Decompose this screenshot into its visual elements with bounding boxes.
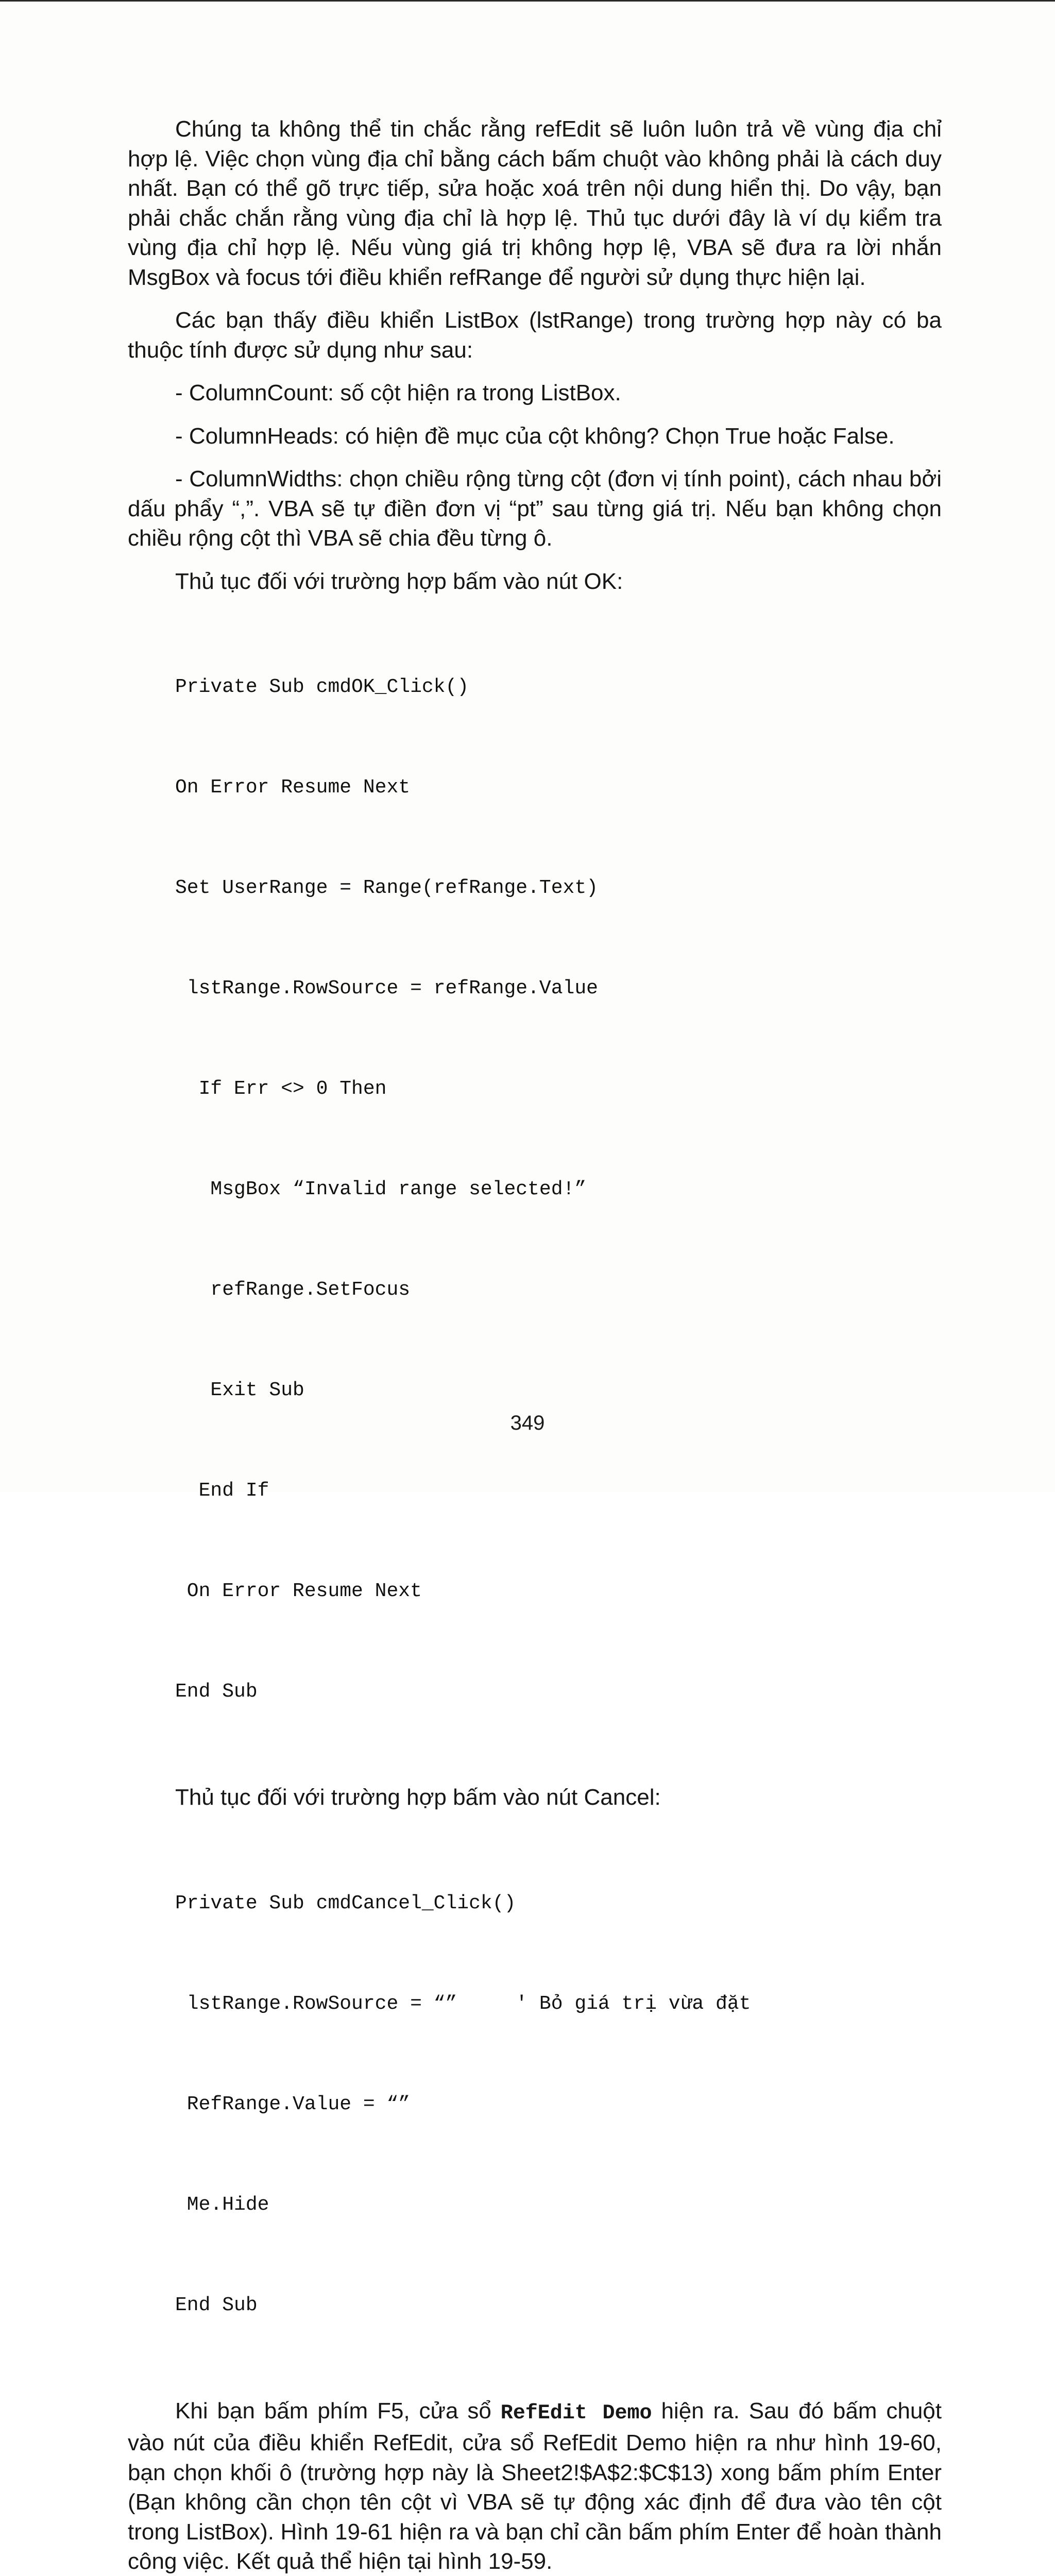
code-line: Private Sub cmdCancel_Click() [175,1887,942,1920]
code-line: End Sub [175,2289,942,2322]
paragraph-listbox-properties: Các bạn thấy điều khiển ListBox (lstRange) trong trường hợp này có ba thuộc tính được sử dụng như sau: [128,306,942,365]
list-item-columncount: - ColumnCount: số cột hiện ra trong ListBox. [128,378,942,408]
code-block-ok [175,603,942,1775]
paragraph-f5-instructions [128,2396,942,2576]
code-line: End If [175,1474,942,1507]
code-line: RefRange.Value = “” [175,2088,942,2121]
code-line: lstRange.RowSource = “” ' Bỏ giá trị vừa đặt [175,1987,942,2021]
paragraph-text: hiện ra. Sau đó bấm chuột vào nút của điều khiển RefEdit, cửa sổ RefEdit Demo hiện ra như hình 19-60, bạn chọn khối ô (trường hợp này là Sheet2!$A$2:$C$13) xong bấm phím Enter (Bạn không cần chọn tên cột vì VBA sẽ tự động xác định để đưa vào tên cột trong ListBox). Hình 19-61 hiện ra và bạn chỉ cần bấm phím Enter để hoàn thành công việc. Kết quả thể hiện tại hình 19-59. [128,2398,942,2574]
code-line: lstRange.RowSource = refRange.Value [175,972,942,1005]
top-border-line [0,0,1055,2]
paragraph-refedit-validation: Chúng ta không thể tin chắc rằng refEdit sẽ luôn luôn trả về vùng địa chỉ hợp lệ. Việc chọn vùng địa chỉ bằng cách bấm chuột vào không phải là cách duy nhất. Bạn có thể gõ trực tiếp, sửa hoặc xoá trên nội dung hiển thị. Do vậy, bạn phải chắc chắn rằng vùng địa chỉ là hợp lệ. Thủ tục dưới đây là ví dụ kiểm tra vùng địa chỉ hợp lệ. Nếu vùng giá trị không hợp lệ, VBA sẽ đưa ra lời nhắn MsgBox và focus tới điều khiển refRange để người sử dụng thực hiện lại. [128,114,942,292]
code-block-cancel [175,1820,942,2389]
heading-ok-procedure: Thủ tục đối với trường hợp bấm vào nút OK: [128,567,942,597]
code-line: Private Sub cmdOK_Click() [175,670,942,704]
code-line: Set UserRange = Range(refRange.Text) [175,871,942,905]
code-line: MsgBox “Invalid range selected!” [175,1173,942,1206]
code-line: End Sub [175,1675,942,1708]
code-line: If Err <> 0 Then [175,1072,942,1106]
code-line: Exit Sub [175,1374,942,1407]
paragraph-text: Khi bạn bấm phím F5, cửa sổ [175,2398,501,2424]
page-number: 349 [0,1412,1055,1435]
list-item-columnheads: - ColumnHeads: có hiện đề mục của cột không? Chọn True hoặc False. [128,421,942,451]
heading-cancel-procedure: Thủ tục đối với trường hợp bấm vào nút Cancel: [128,1783,942,1812]
code-line: On Error Resume Next [175,771,942,804]
code-line: refRange.SetFocus [175,1273,942,1307]
list-item-columnwidths: - ColumnWidths: chọn chiều rộng từng cột (đơn vị tính point), cách nhau bởi dấu phẩy “,”. VBA sẽ tự điền đơn vị “pt” sau từng giá trị. Nếu bạn không chọn chiều rộng cột thì VBA sẽ chia đều từng ô. [128,464,942,553]
inline-code-refedit-demo: RefEdit Demo [501,2402,652,2425]
code-line: On Error Resume Next [175,1574,942,1608]
document-page [128,114,942,2576]
code-line: Me.Hide [175,2188,942,2222]
